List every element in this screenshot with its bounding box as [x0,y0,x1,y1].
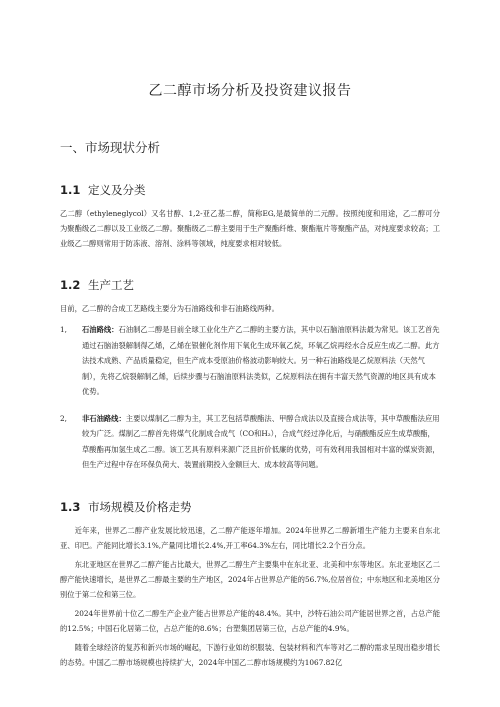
paragraph-definition: 乙二醇（ethyleneglycol）又名甘醇、1,2-亚乙基二醇，简称EG,是最简单的二元醇。按照纯度和用途，乙二醇可分为聚酯级乙二醇以及工业级乙二醇。聚酯级乙二醇主要用于生产聚酯纤维、聚酯瓶片等聚酯产品，对纯度要求较高；工业级乙二醇则常用于防冻液、溶剂、涂料等领域，纯度要求相对较低。 [60,209,440,248]
list-item-number: 1, [60,325,67,334]
subsection-number: 1.1 [60,183,81,197]
subsection-number: 1.2 [60,278,81,292]
subsection-title: 市场规模及价格走势 [88,499,192,514]
section-heading-market-status: 一、市场现状分析 [60,140,161,155]
list-item-label: 石油路线： [82,325,119,334]
list-item-number: 2, [60,413,67,423]
list-item-label: 非石油路线： [82,413,126,423]
list-item-petroleum-route [60,322,440,400]
subsection-number: 1.3 [60,499,81,514]
list-item-text: 主要以煤制乙二醇为主，其工艺包括草酸酯法、甲醇合成法以及直接合成法等，其中草酸酯法应用较为广泛。煤制乙二醇首先将煤气化制成合成气（CO和H₂），合成气经过净化后，与硝酸酯反应生成草酸酯，草酸酯再加氢生成乙二醇。该工艺具有原料来源广泛且折价低廉的优势，可有效利用我国相对丰富的煤炭资源，但生产过程中存在环保负荷大、装置前期投入金额巨大、成本较高等问题。 [82,413,440,469]
list-item-non-petroleum-route [60,411,440,473]
paragraph-market-3: 2024年世界前十位乙二醇生产企业产能占世界总产能的48.4%。其中，沙特石油公司产能居世界之首，占总产能的12.5%；中国石化居第二位，占总产能的8.6%；台塑集团居第三位，占总产能的4.9%。 [60,608,440,633]
list-item-body [82,411,440,473]
document-title: 乙二醇市场分析及投资建议报告 [148,83,352,99]
paragraph-market-4: 随着全球经济的复苏和新兴市场的崛起，下游行业如纺织服装、包装材料和汽车等对乙二醇的需求呈现出稳步增长的态势。中国乙二醇市场规模也持续扩大，2024年中国乙二醇市场规模约为1067.82亿 [60,642,440,667]
paragraph-process-intro: 目前，乙二醇的合成工艺路线主要分为石油路线和非石油路线两种。 [60,304,279,313]
paragraph-market-1: 近年来，世界乙二醇产业发展比较迅速，乙二醇产能逐年增加。2024年世界乙二醇新增生产能力主要来自东北亚、印巴。产能同比增长3.1%,产量同比增长2.4%,开工率64.3%左右，同比增长2.2个百分点。 [60,525,440,550]
subsection-title: 定义及分类 [88,183,146,197]
paragraph-market-2: 东北亚地区在世界乙二醇产能占比最大，世界乙二醇生产主要集中在东北亚、北美和中东等地区。东北亚地区乙二醇产能快速增长，是世界乙二醇最主要的生产地区，2024年占世界总产能的56.7%,位居首位；中东地区和北美地区分别位于第二位和第三位。 [60,559,440,599]
subsection-heading-process [60,277,440,293]
subsection-heading-definition [60,182,440,198]
list-item-body [82,322,440,400]
subsection-heading-market-size [60,499,440,515]
subsection-title: 生产工艺 [88,278,135,292]
list-item-text: 石油制乙二醇是目前全球工业化生产乙二醇的主要方法，其中以石脑油原料法最为常见。该工艺首先通过石脑油裂解制得乙烯，乙烯在银催化剂作用下氧化生成环氧乙烷，环氧乙烷再经水合反应生成乙二醇。此方法技术成熟、产品质量稳定，但生产成本受原油价格波动影响较大。另一种石油路线是乙烷原料法（天然气制），先将乙烷裂解制乙烯，后续步骤与石脑油原料法类似，乙烷原料法在拥有丰富天然气资源的地区具有成本优势。 [82,325,440,396]
